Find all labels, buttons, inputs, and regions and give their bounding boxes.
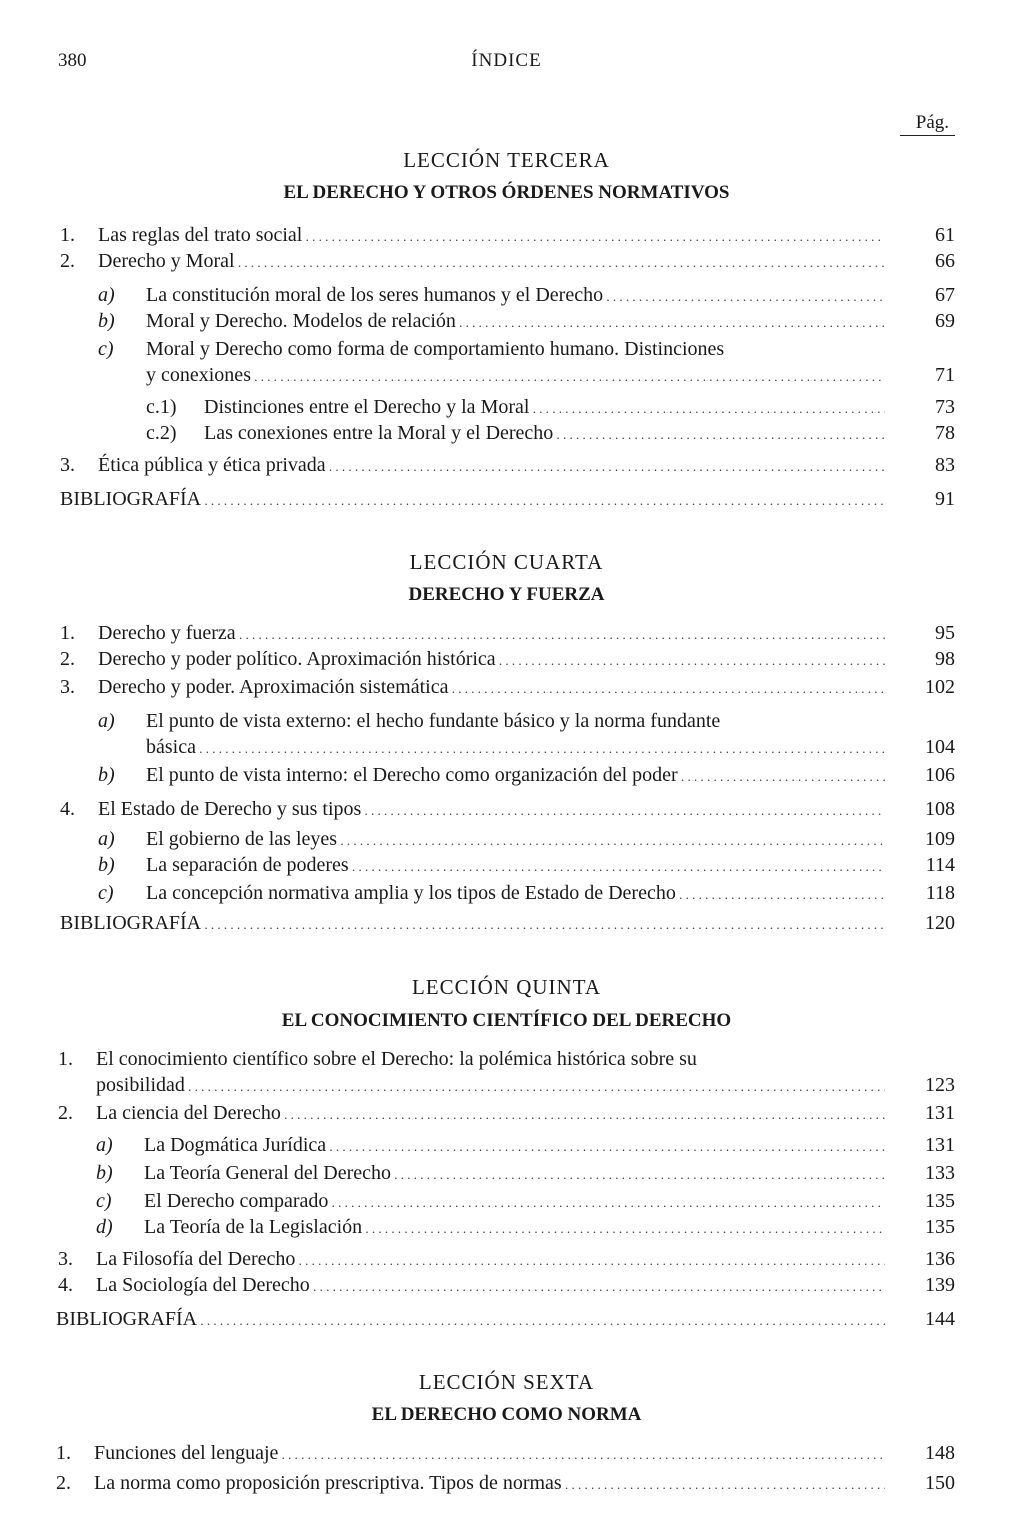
- lesson-title: EL DERECHO COMO NORMA: [371, 1404, 642, 1425]
- toc-entry[interactable]: 4. La Sociología del Derecho . . . 139: [58, 1272, 955, 1298]
- lesson-title: DERECHO Y FUERZA: [408, 584, 605, 605]
- lesson-title: EL DERECHO Y OTROS ÓRDENES NORMATIVOS: [283, 182, 730, 203]
- lesson-number: LECCIÓN SEXTA: [418, 1370, 595, 1394]
- toc-entry[interactable]: a) El gobierno de las leyes . . . 109: [98, 826, 955, 852]
- running-header: [58, 50, 955, 76]
- toc-entry-line1[interactable]: 1. El conocimiento científico sobre el Derecho: la polémica histórica sobre su: [58, 1048, 697, 1070]
- toc-entry-bibliography[interactable]: BIBLIOGRAFÍA . . . 144: [56, 1306, 955, 1332]
- toc-entry[interactable]: 3. La Filosofía del Derecho . . . 136: [58, 1246, 955, 1272]
- toc-entry[interactable]: c.1) Distinciones entre el Derecho y la Moral . . . 73: [146, 394, 955, 420]
- toc-entry[interactable]: b) Moral y Derecho. Modelos de relación . . . 69: [98, 308, 955, 334]
- toc-entry[interactable]: 2. La norma como proposición prescriptiva. Tipos de normas . . . 150: [56, 1470, 955, 1496]
- toc-entry[interactable]: 2. Derecho y Moral . . . 66: [60, 248, 955, 274]
- toc-entry[interactable]: b) La Teoría General del Derecho . . . 133: [96, 1160, 955, 1186]
- toc-entry[interactable]: b) El punto de vista interno: el Derecho como organización del poder . . . 106: [98, 762, 955, 788]
- toc-entry[interactable]: a) La Dogmática Jurídica . . . 131: [96, 1132, 955, 1158]
- toc-entry[interactable]: 2. La ciencia del Derecho . . . 131: [58, 1100, 955, 1126]
- toc-entry-line1[interactable]: c) Moral y Derecho como forma de comportamiento humano. Distinciones: [98, 338, 725, 360]
- toc-entry-line1[interactable]: a) El punto de vista externo: el hecho fundante básico y la norma fundante: [98, 710, 721, 732]
- toc-entry[interactable]: 4. El Estado de Derecho y sus tipos . . . 108: [60, 796, 955, 822]
- toc-entry[interactable]: 3. Ética pública y ética privada . . . 83: [60, 452, 955, 478]
- toc-entry-bibliography[interactable]: BIBLIOGRAFÍA . . . 91: [60, 486, 955, 512]
- page-column-label: Pág.: [900, 112, 955, 136]
- lesson-number: LECCIÓN CUARTA: [409, 550, 604, 574]
- toc-entry-line2[interactable]: y conexiones . . . 71: [146, 362, 955, 388]
- lesson-number: LECCIÓN QUINTA: [411, 975, 602, 999]
- lesson-number: LECCIÓN TERCERA: [403, 148, 610, 172]
- toc-entry[interactable]: b) La separación de poderes . . . 114: [98, 852, 955, 878]
- running-title: ÍNDICE: [471, 50, 542, 71]
- toc-entry[interactable]: d) La Teoría de la Legislación . . . 135: [96, 1214, 955, 1240]
- toc-entry[interactable]: 3. Derecho y poder. Aproximación sistemática . . . 102: [60, 674, 955, 700]
- toc-entry[interactable]: 1. Las reglas del trato social . . . 61: [60, 222, 955, 248]
- toc-entry[interactable]: a) La constitución moral de los seres humanos y el Derecho . . . 67: [98, 282, 955, 308]
- toc-entry-bibliography[interactable]: BIBLIOGRAFÍA . . . 120: [60, 910, 955, 936]
- toc-entry[interactable]: c.2) Las conexiones entre la Moral y el Derecho . . . 78: [146, 420, 955, 446]
- toc-entry[interactable]: c) El Derecho comparado . . . 135: [96, 1188, 955, 1214]
- toc-entry[interactable]: 1. Funciones del lenguaje . . . 148: [56, 1440, 955, 1466]
- page-number: 380: [58, 50, 87, 71]
- lesson-title: EL CONOCIMIENTO CIENTÍFICO DEL DERECHO: [281, 1010, 732, 1031]
- toc-entry-line2[interactable]: posibilidad . . . 123: [96, 1072, 955, 1098]
- toc-entry-line2[interactable]: básica . . . 104: [146, 734, 955, 760]
- toc-entry[interactable]: 1. Derecho y fuerza . . . 95: [60, 620, 955, 646]
- toc-entry[interactable]: 2. Derecho y poder político. Aproximación histórica . . . 98: [60, 646, 955, 672]
- toc-entry[interactable]: c) La concepción normativa amplia y los tipos de Estado de Derecho . . . 118: [98, 880, 955, 906]
